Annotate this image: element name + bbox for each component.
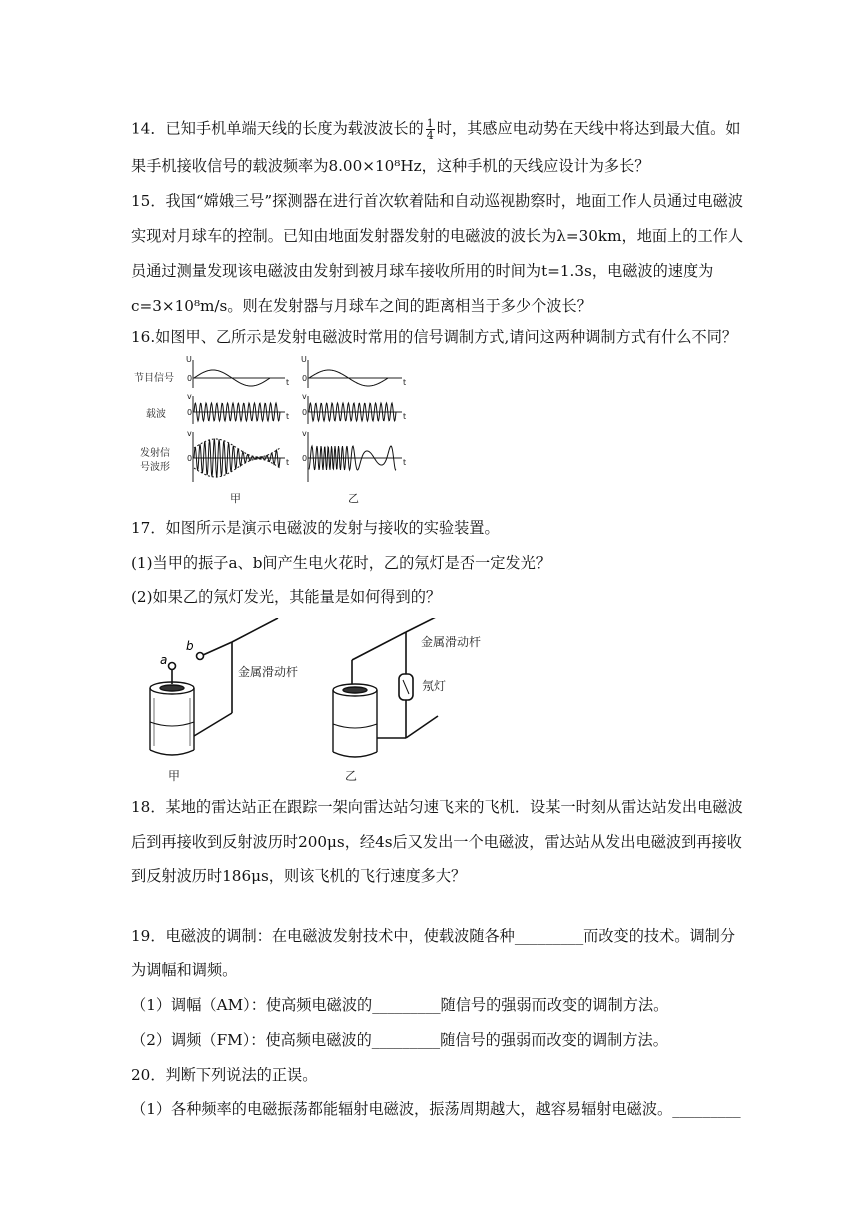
axis-t-left-2: t [286, 412, 290, 421]
q15-line-2: 实现对月球车的控制。已知由地面发射器发射的电磁波的波长为λ=30km，地面上的工作人 [131, 227, 744, 245]
q14-line-1 [131, 118, 740, 141]
fraction-denominator: 4 [426, 129, 434, 142]
row-label-carrier: 载波 [146, 409, 166, 420]
zero-left-2: 0 [187, 408, 193, 417]
fraction-quarter [426, 118, 435, 141]
q20-line-1: 20．判断下列说法的正误。 [131, 1066, 318, 1084]
caption-jia: 甲 [230, 492, 241, 505]
zero-right-3: 0 [302, 454, 308, 463]
q16-line-1: 16.如图甲、乙所示是发射电磁波时常用的信号调制方式,请问这两种调制方式有什么不同？ [131, 328, 738, 346]
row-label-program-signal: 节目信号 [134, 373, 174, 384]
q18-line-1: 18．某地的雷达站正在跟踪一架向雷达站匀速飞来的飞机．设某一时刻从雷达站发出电磁波 [131, 798, 743, 816]
q19-line-1: 19．电磁波的调制：在电磁波发射技术中，使载波随各种_________而改变的技术。调制分 [131, 927, 736, 945]
label-b: b [186, 639, 194, 653]
axis-v-left-1: v [187, 392, 192, 401]
caption-jia-2: 甲 [168, 769, 181, 783]
transmitter-jar [150, 682, 194, 755]
q15-line-1: 15．我国“嫦娥三号”探测器在进行首次软着陆和自动巡视勘察时，地面工作人员通过电磁波 [131, 192, 743, 210]
q18-line-2: 后到再接收到反射波历时200μs，经4s后又发出一个电磁波，雷达站从发出电磁波到再接收 [131, 833, 742, 851]
q15-line-4: c=3×10⁸m/s。则在发射器与月球车之间的距离相当于多少个波长？ [131, 297, 592, 315]
zero-right-2: 0 [302, 408, 308, 417]
axis-t-right-2: t [403, 412, 407, 421]
axis-u-left: U [186, 355, 192, 364]
q19-line-3: （1）调幅（AM）：使高频电磁波的_________随信号的强弱而改变的调制方法。 [131, 996, 669, 1014]
q20-line-2: （1）各种频率的电磁振荡都能辐射电磁波，振荡周期越大，越容易辐射电磁波。_________ [131, 1100, 741, 1118]
label-rod-left: 金属滑动杆 [238, 665, 299, 679]
transmitter-receiver-figure [140, 618, 520, 788]
q17-line-3: (2)如果乙的氖灯发光，其能量是如何得到的？ [131, 588, 442, 606]
axis-t-right-3: t [403, 458, 407, 467]
modulation-figure [130, 352, 420, 507]
q14-text-a: 14．已知手机单端天线的长度为载波波长的 [131, 119, 424, 138]
axis-v-left-2: v [187, 429, 192, 438]
zero-right-1: 0 [302, 374, 308, 383]
fraction-numerator: 1 [426, 117, 434, 130]
q14-text-b: 时，其感应电动势在天线中将达到最大值。如 [436, 119, 741, 138]
q19-line-2: 为调幅和调频。 [131, 961, 238, 979]
label-rod-right: 金属滑动杆 [421, 635, 482, 649]
axis-v-right-2: v [302, 429, 307, 438]
row-label-output-1: 发射信 [140, 448, 170, 459]
axis-v-right-1: v [302, 392, 307, 401]
q17-line-2: (1)当甲的振子a、b间产生电火花时，乙的氖灯是否一定发光？ [131, 554, 551, 572]
axis-u-right: U [301, 355, 307, 364]
axis-t-left-1: t [286, 378, 290, 387]
zero-left-3: 0 [187, 454, 193, 463]
row-label-output-2: 号波形 [140, 462, 170, 473]
axis-t-right-1: t [403, 378, 407, 387]
q17-line-1: 17．如图所示是演示电磁波的发射与接收的实验装置。 [131, 519, 500, 537]
label-a: a [160, 653, 168, 667]
q14-line-2: 果手机接收信号的载波频率为8.00×10⁸Hz，这种手机的天线应设计为多长？ [131, 157, 650, 175]
q15-line-3: 员通过测量发现该电磁波由发射到被月球车接收所用的时间为t=1.3s，电磁波的速度为 [131, 262, 714, 280]
caption-yi: 乙 [348, 492, 359, 505]
caption-yi-2: 乙 [345, 769, 358, 783]
label-neon-lamp: 氖灯 [422, 679, 447, 693]
receiver-jar [333, 684, 377, 757]
q19-line-4: （2）调频（FM）：使高频电磁波的_________随信号的强弱而改变的调制方法。 [131, 1031, 668, 1049]
axis-t-left-3: t [286, 458, 290, 467]
q18-line-3: 到反射波历时186μs，则该飞机的飞行速度多大？ [131, 867, 467, 885]
zero-left-1: 0 [187, 374, 193, 383]
